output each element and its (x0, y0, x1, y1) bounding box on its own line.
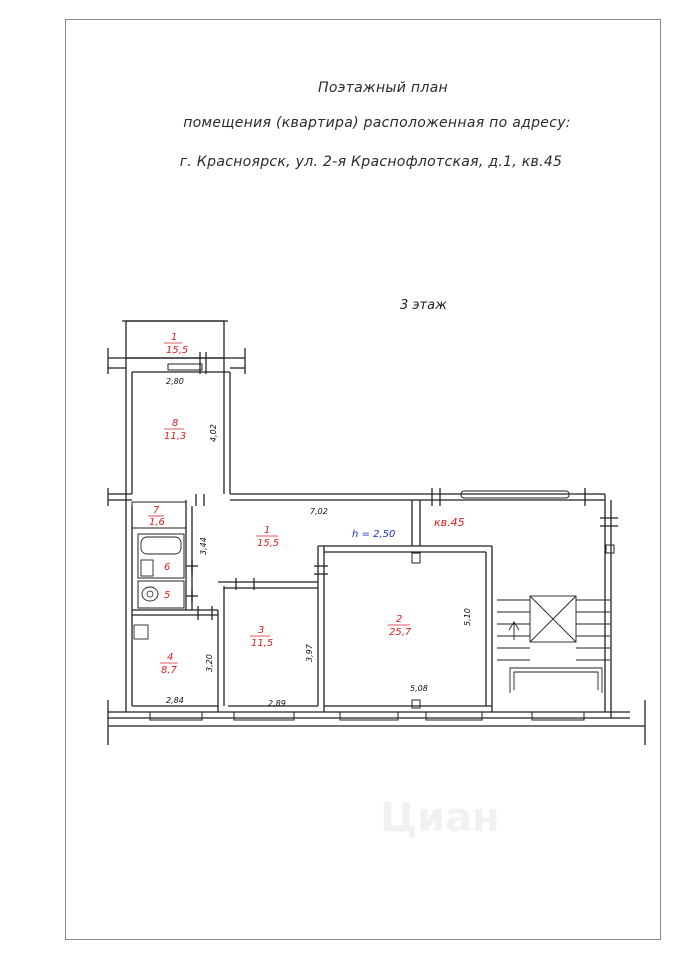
plan-title: Поэтажный план (318, 80, 448, 96)
plan-subtitle: помещения (квартира) расположенная по адресу: (183, 115, 571, 131)
room-3-number: 3 (258, 625, 265, 636)
dim-room3-width: 2,89 (268, 699, 286, 708)
room-4-area: 8,7 (161, 665, 177, 676)
dim-room2-width: 5,08 (410, 684, 428, 693)
ceiling-height-label: h = 2,50 (352, 529, 396, 540)
svg-text:11,3: 11,3 (164, 431, 187, 442)
room-8-label-b (164, 418, 186, 442)
room-1-number: 1 (264, 525, 271, 536)
dim-room2-depth: 5,10 (463, 608, 472, 626)
room-2-number: 2 (396, 614, 403, 625)
dim-corridor-depth: 3,44 (199, 537, 208, 555)
svg-text:1: 1 (171, 332, 178, 343)
svg-text:1,6: 1,6 (149, 517, 165, 528)
svg-text:8: 8 (172, 418, 179, 429)
room-6-number: 6 (164, 562, 171, 573)
dim-room3-depth: 3,97 (305, 644, 314, 662)
dim-room4-width: 2,84 (166, 696, 184, 705)
room-labels-set (160, 525, 412, 676)
room-3-area: 11,5 (251, 638, 274, 649)
dim-corridor-length: 7,02 (310, 507, 328, 516)
room-4-number: 4 (167, 652, 174, 663)
svg-text:15,5: 15,5 (166, 345, 189, 356)
room-1-area: 15,5 (257, 538, 280, 549)
room-2-area: 25,7 (389, 627, 412, 638)
dimensions (166, 377, 472, 708)
plan-address: г. Красноярск, ул. 2-я Краснофлотская, д.1, кв.45 (179, 154, 563, 170)
floor-label: 3 этаж (400, 298, 447, 313)
svg-text:7: 7 (153, 505, 160, 516)
dim-balcony-width: 2,80 (166, 377, 184, 386)
room-9-label (164, 332, 188, 356)
room-7-label (148, 505, 165, 528)
room-5-number: 5 (164, 590, 171, 601)
room-labels (148, 332, 188, 528)
dim-room4-depth: 3,20 (205, 654, 214, 672)
watermark: Циан (380, 795, 500, 841)
dim-room8-depth: 4,02 (209, 424, 218, 442)
apartment-label: кв.45 (434, 516, 465, 529)
